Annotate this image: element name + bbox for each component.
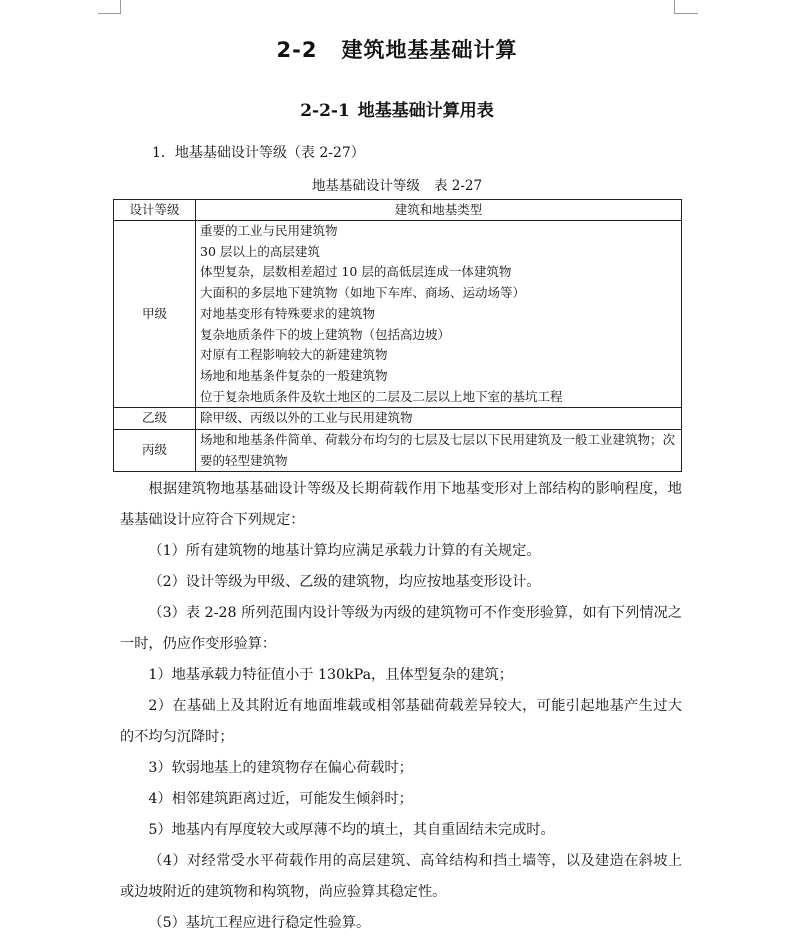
sub-item-4: 4）相邻建筑距离过近，可能发生倾斜时； [148,791,413,807]
sub-item-1: 1）地基承载力特征值小于 130kPa，且体型复杂的建筑； [148,667,513,683]
sub-item-3: 3）软弱地基上的建筑物存在偏心荷载时； [148,760,413,776]
grade-a-type-item: 复杂地质条件下的坡上建筑物（包括高边坡） [200,326,451,342]
table-row-grade-a [114,221,682,408]
grade-a-type-item: 对地基变形有特殊要求的建筑物 [200,305,376,321]
sub-item-5: 5）地基内有厚度较大或厚薄不均的填土，其自重固结未完成时。 [148,822,555,838]
rule-5: （5）基坑工程应进行稳定性验算。 [148,915,371,931]
grade-c-types [196,430,682,472]
grade-a-type-item: 位于复杂地质条件及软土地区的二层及二层以上地下室的基坑工程 [200,388,563,404]
grade-a-level: 甲级 [114,221,196,408]
crop-mark-right-horizontal [674,13,698,14]
section-title [0,96,794,121]
grade-c-type-item: 场地和地基条件简单、荷载分布均匀的七层及七层以下民用建筑及一般工业建筑物；次要的轻型建筑物 [200,432,676,468]
grade-a-type-item: 场地和地基条件复杂的一般建筑物 [200,367,388,383]
grade-b-type-item: 除甲级、丙级以外的工业与民用建筑物 [200,410,413,426]
grade-a-type-item: 大面积的多层地下建筑物（如地下车库、商场、运动场等） [200,285,526,301]
crop-mark-left-horizontal [98,13,120,14]
table-header-row [114,200,682,221]
design-grade-table [113,199,682,472]
body-text [120,474,682,939]
crop-mark-left-vertical [120,0,121,14]
grade-c-level: 丙级 [114,430,196,472]
table-caption-text: 地基基础设计等级 [311,178,420,194]
section-title-text: 地基基础计算用表 [357,101,494,121]
section-title-number: 2-2-1 [300,101,350,121]
grade-b-types [196,408,682,430]
table-caption-number: 表 2-27 [433,178,483,194]
grade-a-type-item: 30 层以上的高层建筑 [200,243,320,259]
grade-b-level: 乙级 [114,408,196,430]
sub-item-2: 2）在基础上及其附近有地面堆载或相邻基础荷载差异较大，可能引起地基产生过大的不均匀沉降时； [120,698,682,745]
header-design-grade: 设计等级 [114,200,196,221]
page-title [0,34,794,64]
table-caption [0,174,794,194]
crop-mark-right-vertical [674,0,675,14]
grade-a-type-item: 对原有工程影响较大的新建建筑物 [200,347,388,363]
grade-a-type-item: 体型复杂，层数相差超过 10 层的高低层连成一体建筑物 [200,264,512,280]
rule-2: （2）设计等级为甲级、乙级的建筑物，均应按地基变形设计。 [148,574,541,590]
page-title-text: 建筑地基基础计算 [341,38,518,62]
header-building-type: 建筑和地基类型 [196,200,682,221]
table-row-grade-c [114,430,682,472]
rule-1: （1）所有建筑物的地基计算均应满足承载力计算的有关规定。 [148,543,541,559]
table-row-grade-b [114,408,682,430]
intro-paragraph: 根据建筑物地基基础设计等级及长期荷载作用下地基变形对上部结构的影响程度，地基基础设计应符合下列规定： [120,481,682,528]
grade-a-types [196,221,682,408]
rule-4: （4）对经常受水平荷载作用的高层建筑、高耸结构和挡土墙等，以及建造在斜坡上或边坡附近的建筑物和构筑物，尚应验算其稳定性。 [120,853,682,900]
grade-a-type-item: 重要的工业与民用建筑物 [200,223,338,238]
page-title-number: 2-2 [276,38,318,62]
item-heading: 1．地基基础设计等级（表 2-27） [152,145,365,161]
rule-3: （3）表 2-28 所列范围内设计等级为丙级的建筑物可不作变形验算，如有下列情况之一时，仍应作变形验算： [120,605,682,652]
